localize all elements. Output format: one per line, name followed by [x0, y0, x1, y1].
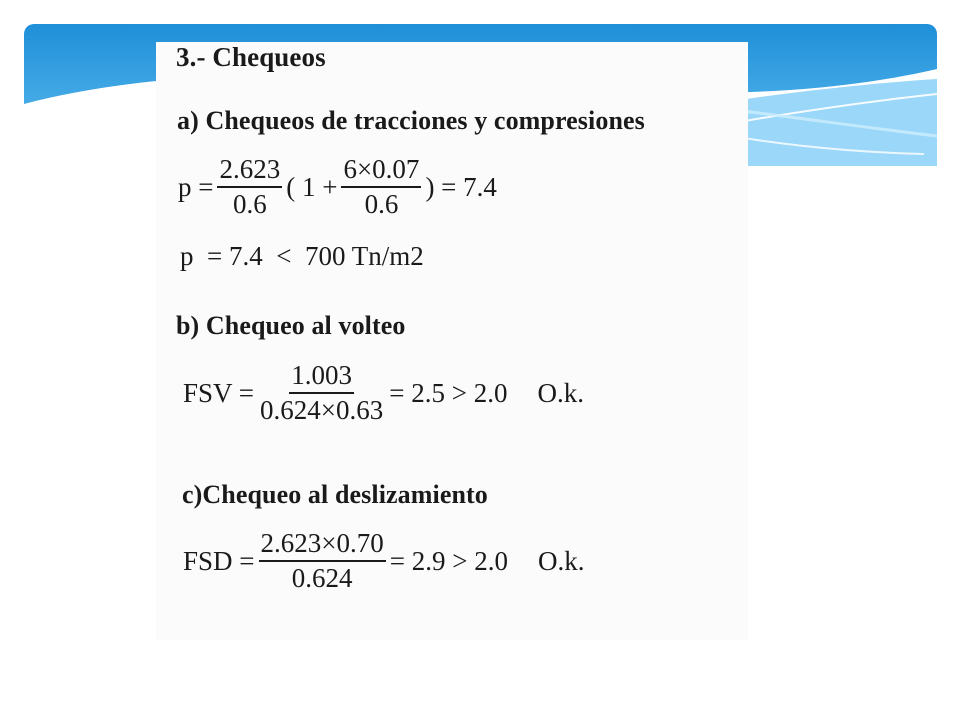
fraction: [341, 154, 421, 220]
eq-rhs: = 2.5 > 2.0: [389, 377, 508, 408]
eq-paren: ( 1 +: [286, 171, 338, 202]
eq-lhs: FSV =: [183, 377, 255, 408]
fraction: [217, 154, 282, 220]
eq-rhs: = 2.9 > 2.0: [389, 545, 508, 576]
eq-lhs: FSD =: [183, 545, 255, 576]
numerator: 6×0.07: [341, 154, 421, 188]
equation-fsd: [183, 528, 584, 594]
equation-p: [178, 154, 497, 220]
equation-p-check: p = 7.4 < 700 Tn/m2: [180, 241, 424, 271]
ok-label: O.k.: [537, 545, 585, 576]
denominator: 0.6: [232, 189, 267, 220]
fraction: [258, 360, 385, 426]
numerator: 2.623×0.70: [259, 528, 386, 562]
numerator: 2.623: [217, 154, 282, 188]
denominator: 0.6: [364, 189, 399, 220]
section-a-title: a) Chequeos de tracciones y compresiones: [177, 106, 645, 135]
section-c-title: c)Chequeo al deslizamiento: [182, 480, 488, 509]
denominator: 0.624: [291, 563, 353, 594]
numerator: 1.003: [289, 360, 354, 394]
scanned-document: [156, 42, 748, 640]
ok-label: O.k.: [537, 377, 584, 408]
denominator: 0.624×0.63: [260, 395, 384, 426]
eq-rhs: ) = 7.4: [425, 171, 497, 202]
section-heading: 3.- Chequeos: [176, 42, 326, 72]
fraction: [259, 528, 386, 594]
section-b-title: b) Chequeo al volteo: [176, 311, 406, 340]
equation-fsv: [183, 360, 584, 426]
eq-lhs: p =: [178, 171, 214, 202]
